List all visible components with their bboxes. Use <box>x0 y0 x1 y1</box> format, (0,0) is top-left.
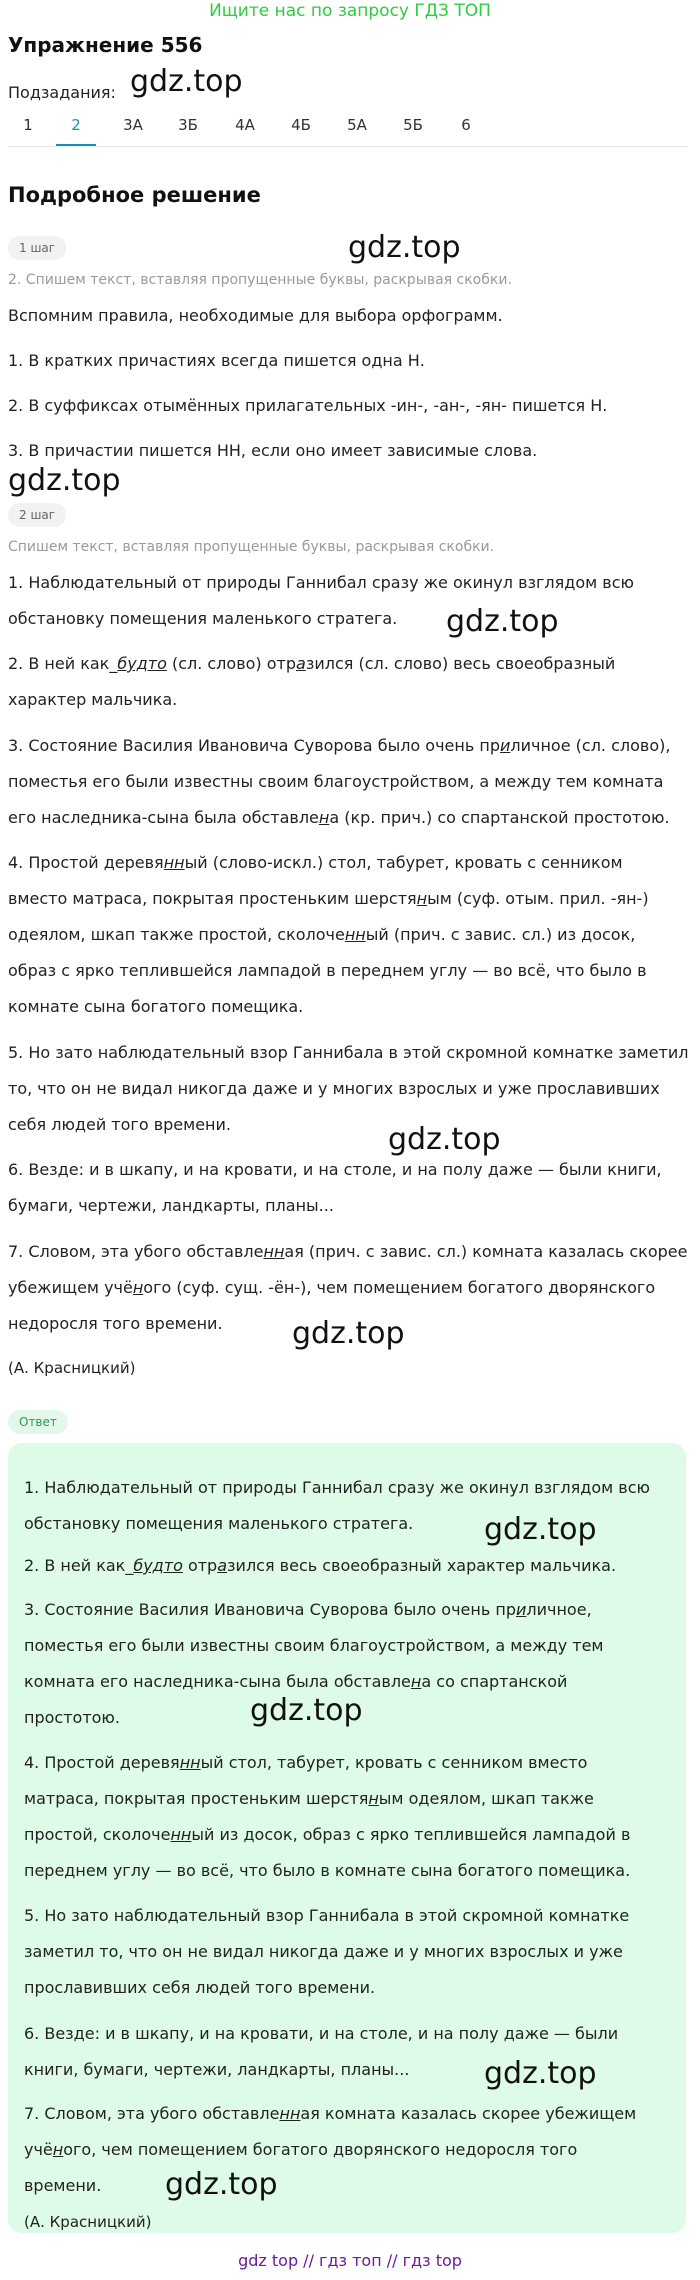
rule-2: 2. В суффиксах отымённых прилагательных -ин-, -ан-, -ян- пишется Н. <box>8 396 608 415</box>
tab-3b[interactable]: 3Б <box>178 116 198 134</box>
step-1-chip: 1 шаг <box>8 236 66 260</box>
tab-5a[interactable]: 5А <box>347 116 367 134</box>
step-1-hint: 2. Спишем текст, вставляя пропущенные буквы, раскрывая скобки. <box>8 272 512 288</box>
watermark: gdz.top <box>292 1316 405 1351</box>
answer-author: (А. Красницкий) <box>24 2213 152 2231</box>
tab-4a[interactable]: 4А <box>235 116 255 134</box>
answer-sentence-7: 7. Словом, эта убого обставленная комната казалась скорее убежищем учёного, чем помещением богатого дворянского недоросля того времени. <box>24 2104 637 2195</box>
answer-sentence-1: 1. Наблюдательный от природы Ганнибал сразу же окинул взглядом всю обстановку помещения маленького стратега. <box>24 1478 650 1533</box>
tab-2[interactable]: 2 <box>56 116 96 146</box>
tab-3a[interactable]: 3А <box>123 116 143 134</box>
answer-sentence-4: 4. Простой деревянный стол, табурет, кровать с сенником вместо матраса, покрытая простеньким шерстяным одеялом, шкап также простой, сколоченный из досок, образ с ярко теплившейся лампадой в переднем углу — во всё, что было в комнате сына богатого помещика. <box>24 1753 631 1880</box>
page-title: Упражнение 556 <box>8 33 203 57</box>
sentence-7: 7. Словом, эта убого обставленная (прич. с завис. сл.) комната казалась скорее убежищем учёного (суф. сущ. -ён-), чем помещением богатого дворянского недоросля того времени. <box>8 1242 688 1333</box>
author: (А. Красницкий) <box>8 1359 136 1377</box>
subtasks-label: Подзадания: <box>8 83 116 102</box>
sentence-6: 6. Везде: и в шкапу, и на кровати, и на столе, и на полу даже — были книги, бумаги, чертежи, ландкарты, планы... <box>8 1160 662 1215</box>
tab-1[interactable]: 1 <box>23 116 33 134</box>
watermark: gdz.top <box>484 1512 597 1547</box>
sentence-1: 1. Наблюдательный от природы Ганнибал сразу же окинул взглядом всю обстановку помещения маленького стратега. <box>8 573 634 628</box>
answer-sentence-5: 5. Но зато наблюдательный взор Ганнибала в этой скромной комнатке заметил то, что он не видал никогда даже и у многих взрослых и уже прославивших себя людей того времени. <box>24 1906 630 1997</box>
rule-1: 1. В кратких причастиях всегда пишется одна Н. <box>8 351 425 370</box>
watermark: gdz.top <box>388 1122 501 1157</box>
answer-chip: Ответ <box>8 1410 68 1434</box>
watermark: gdz.top <box>130 64 243 99</box>
step-2-hint: Спишем текст, вставляя пропущенные буквы, раскрывая скобки. <box>8 539 495 555</box>
sentence-5: 5. Но зато наблюдательный взор Ганнибала в этой скромной комнатке заметил то, что он не видал никогда даже и у многих взрослых и уже прославивших себя людей того времени. <box>8 1043 689 1134</box>
answer-sentence-2: 2. В ней как_будто отразился весь своеобразный характер мальчика. <box>24 1556 617 1575</box>
watermark: gdz.top <box>348 230 461 265</box>
footer-links[interactable]: gdz top // гдз топ // гдз top <box>238 2251 462 2270</box>
watermark: gdz.top <box>484 2056 597 2091</box>
sentence-3: 3. Состояние Василия Ивановича Суворова было очень приличное (сл. слово), поместья его были известны своим благоустройством, а между тем комната его наследника-сына была обставлена (кр. прич.) со спартанской простотою. <box>8 736 671 827</box>
tab-4b[interactable]: 4Б <box>291 116 311 134</box>
solution-heading: Подробное решение <box>8 183 261 207</box>
answer-sentence-3: 3. Состояние Василия Ивановича Суворова было очень приличное, поместья его были известны своим благоустройством, а между тем комната его наследника-сына была обставлена со спартанской простотою. <box>24 1600 604 1727</box>
watermark: gdz.top <box>250 1693 363 1728</box>
tab-5b[interactable]: 5Б <box>403 116 423 134</box>
rules-intro: Вспомним правила, необходимые для выбора орфограмм. <box>8 306 503 325</box>
sentence-2: 2. В ней как_будто (сл. слово) отразился (сл. слово) весь своеобразный характер мальчика. <box>8 654 616 709</box>
subtask-tabs <box>8 112 688 147</box>
watermark: gdz.top <box>165 2167 278 2202</box>
tab-6[interactable]: 6 <box>461 116 471 134</box>
watermark: gdz.top <box>446 604 559 639</box>
answer-sentence-6: 6. Везде: и в шкапу, и на кровати, и на столе, и на полу даже — были книги, бумаги, чертежи, ландкарты, планы... <box>24 2024 619 2079</box>
rule-3: 3. В причастии пишется НН, если оно имеет зависимые слова. <box>8 441 538 460</box>
sentence-4: 4. Простой деревянный (слово-искл.) стол, табурет, кровать с сенником вместо матраса, покрытая простеньким шерстяным (суф. отым. прил. -ян-) одеялом, шкап также простой, сколоченный (прич. с завис. сл.) из досок, образ с ярко теплившейся лампадой в переднем углу — во всё, что было в комнате сына богатого помещика. <box>8 853 649 1016</box>
step-2-chip: 2 шаг <box>8 503 66 527</box>
watermark: gdz.top <box>8 463 121 498</box>
promo-banner[interactable]: Ищите нас по запросу ГДЗ ТОП <box>209 1 491 21</box>
